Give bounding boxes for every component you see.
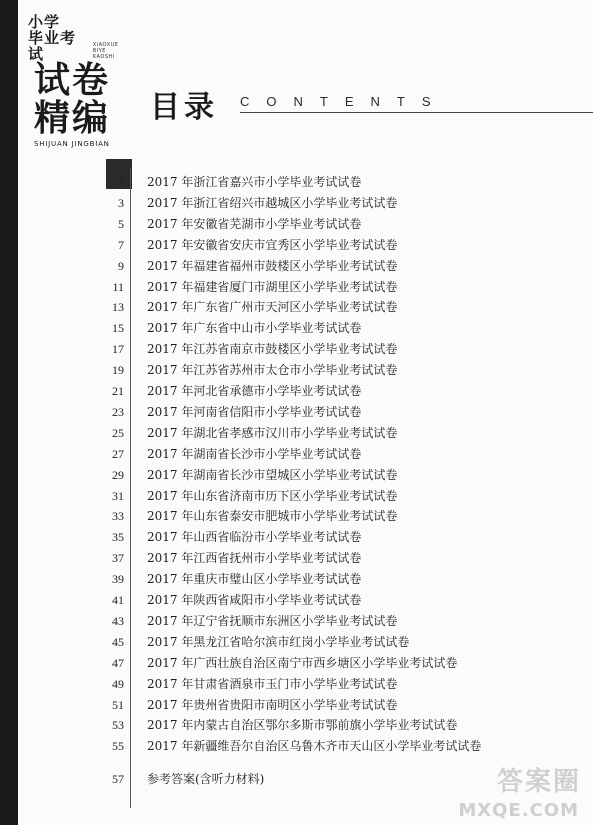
brand-pinyin-big: SHIJUAN JINGBIAN <box>34 140 110 148</box>
toc-page-number: 39 <box>112 572 124 587</box>
toc-row[interactable] <box>0 402 593 422</box>
toc-entry-title: 2017 年安徽省安庆市宜秀区小学毕业考试试卷 <box>147 237 398 252</box>
toc-page-number: 51 <box>112 697 124 712</box>
toc-row[interactable] <box>0 569 593 589</box>
toc-entry-title: 2017 年湖北省孝感市汉川市小学毕业考试试卷 <box>147 425 398 440</box>
toc-entry-title: 2017 年广东省广州市天河区小学毕业考试试卷 <box>147 300 398 315</box>
brand-small-title-line1: 小学 <box>28 13 61 31</box>
toc-entry-title: 2017 年福建省福州市鼓楼区小学毕业考试试卷 <box>147 258 398 273</box>
brand-big-line2: 精编 <box>34 98 111 139</box>
toc-row[interactable] <box>0 360 593 380</box>
toc-page-number: 13 <box>112 300 124 315</box>
toc-entry-title: 2017 年广东省中山市小学毕业考试试卷 <box>147 321 362 336</box>
toc-entry-title: 2017 年山西省临汾市小学毕业考试试卷 <box>147 530 362 545</box>
toc-entry-title: 2017 年江苏省南京市鼓楼区小学毕业考试试卷 <box>147 342 398 357</box>
toc-entry-title: 2017 年甘肃省酒泉市玉门市小学毕业考试试卷 <box>147 676 398 691</box>
toc-page-number: 55 <box>112 739 124 754</box>
toc-row[interactable] <box>0 611 593 631</box>
brand-pinyin-small-2: BIYE KAOSHI <box>92 48 115 60</box>
toc-row[interactable] <box>0 256 593 276</box>
toc-page-number: 47 <box>112 655 124 670</box>
watermark-logo-text: 答案圈 <box>496 767 581 797</box>
toc-entry-title: 2017 年山东省泰安市肥城市小学毕业考试试卷 <box>147 509 398 524</box>
toc-row[interactable] <box>0 674 593 694</box>
toc-row[interactable] <box>0 465 593 485</box>
toc-page-number: 7 <box>118 237 124 252</box>
toc-row[interactable] <box>0 318 593 338</box>
toc-entry-title: 2017 年贵州省贵阳市南明区小学毕业考试试卷 <box>147 697 398 712</box>
brand-big-line1: 试卷 <box>34 60 111 101</box>
toc-row[interactable] <box>0 527 593 547</box>
toc-row[interactable] <box>0 277 593 297</box>
toc-entry-title: 2017 年福建省厦门市湖里区小学毕业考试试卷 <box>147 279 398 294</box>
toc-row[interactable] <box>0 653 593 673</box>
toc-entry-title: 2017 年陕西省咸阳市小学毕业考试试卷 <box>147 593 362 607</box>
toc-page-number: 53 <box>112 718 124 733</box>
brand-pinyin-small-1: XIAOXUE <box>92 42 119 48</box>
toc-page-number: 29 <box>112 467 124 482</box>
toc-page-number: 5 <box>118 216 124 231</box>
toc-row[interactable] <box>0 214 593 234</box>
toc-entry-title: 2017 年河北省承德市小学毕业考试试卷 <box>147 384 362 398</box>
toc-row[interactable] <box>0 506 593 526</box>
toc-row[interactable] <box>0 715 593 735</box>
toc-row[interactable] <box>0 444 593 464</box>
toc-entry-title: 2017 年河南省信阳市小学毕业考试试卷 <box>147 404 362 419</box>
toc-page-number: 49 <box>112 676 124 691</box>
page-title: 目录 <box>150 90 218 125</box>
toc-entry-title: 2017 年广西壮族自治区南宁市西乡塘区小学毕业考试试卷 <box>147 655 458 670</box>
toc-entry-title: 2017 年黑龙江省哈尔滨市红岗小学毕业考试试卷 <box>147 634 410 649</box>
toc-entry-title: 2017 年重庆市璧山区小学毕业考试试卷 <box>147 572 362 587</box>
brand-small-title <box>28 14 89 62</box>
toc-row[interactable] <box>0 736 593 756</box>
toc-entry-title: 2017 年安徽省芜湖市小学毕业考试试卷 <box>147 216 362 231</box>
toc-page-number: 25 <box>112 425 124 440</box>
toc-entry-title: 2017 年湖南省长沙市望城区小学毕业考试试卷 <box>147 467 398 482</box>
toc-entry-title: 2017 年新疆维吾尔自治区乌鲁木齐市天山区小学毕业考试试卷 <box>147 739 482 754</box>
toc-row[interactable] <box>0 297 593 317</box>
toc-page-number: 17 <box>112 342 124 357</box>
toc-row[interactable] <box>0 423 593 443</box>
toc-entry-title: 2017 年浙江省嘉兴市小学毕业考试试卷 <box>147 175 362 189</box>
watermark-url-text: MXQE.COM <box>458 800 579 821</box>
toc-entry-title: 2017 年江苏省苏州市太仓市小学毕业考试试卷 <box>147 363 398 378</box>
brand-small-title-line2: 毕业考试 <box>28 29 77 63</box>
toc-row[interactable] <box>0 339 593 359</box>
toc-row[interactable] <box>0 590 593 610</box>
toc-page-number: 43 <box>112 613 124 628</box>
page-subtitle: CONTENTS <box>240 94 448 109</box>
toc-row[interactable] <box>0 632 593 652</box>
toc-row[interactable] <box>0 486 593 506</box>
toc-entry-title: 参考答案(含听力材料) <box>147 772 265 787</box>
toc-page-number: 23 <box>112 404 124 419</box>
toc-entry-title: 2017 年辽宁省抚顺市东洲区小学毕业考试试卷 <box>147 613 398 628</box>
toc-page-number: 27 <box>112 446 124 461</box>
toc-page-number: 1 <box>118 175 124 189</box>
toc-page-number: 41 <box>112 593 124 607</box>
toc-page-number: 19 <box>112 363 124 378</box>
toc-entry-title: 2017 年江西省抚州市小学毕业考试试卷 <box>147 551 362 566</box>
book-brand <box>28 14 128 189</box>
toc-page-number: 57 <box>112 772 124 787</box>
toc-entry-title: 2017 年湖南省长沙市小学毕业考试试卷 <box>147 446 362 461</box>
toc-row[interactable] <box>0 381 593 401</box>
toc-row[interactable] <box>0 695 593 715</box>
toc-page-number: 31 <box>112 488 124 503</box>
contents-header <box>150 80 570 124</box>
watermark <box>458 761 585 821</box>
toc-page-number: 21 <box>112 384 124 398</box>
toc-page-number: 37 <box>112 551 124 566</box>
toc-page-number: 35 <box>112 530 124 545</box>
header-underline <box>240 112 593 113</box>
toc-entry-title: 2017 年山东省济南市历下区小学毕业考试试卷 <box>147 488 398 503</box>
toc-row[interactable] <box>0 193 593 213</box>
brand-small-row <box>28 14 128 62</box>
toc-page-number: 15 <box>112 321 124 336</box>
toc-page-number: 3 <box>118 195 124 210</box>
toc-entry-title: 2017 年内蒙古自治区鄂尔多斯市鄂前旗小学毕业考试试卷 <box>147 718 458 733</box>
toc-page-number: 11 <box>112 279 124 294</box>
toc-page-number: 33 <box>112 509 124 524</box>
toc-page-number: 9 <box>118 258 124 273</box>
brand-pinyin-small <box>93 42 128 62</box>
toc-row[interactable] <box>0 548 593 568</box>
toc-row[interactable] <box>0 235 593 255</box>
toc-page-number: 45 <box>112 634 124 649</box>
toc-row[interactable] <box>0 172 593 192</box>
toc-entry-title: 2017 年浙江省绍兴市越城区小学毕业考试试卷 <box>147 195 398 210</box>
